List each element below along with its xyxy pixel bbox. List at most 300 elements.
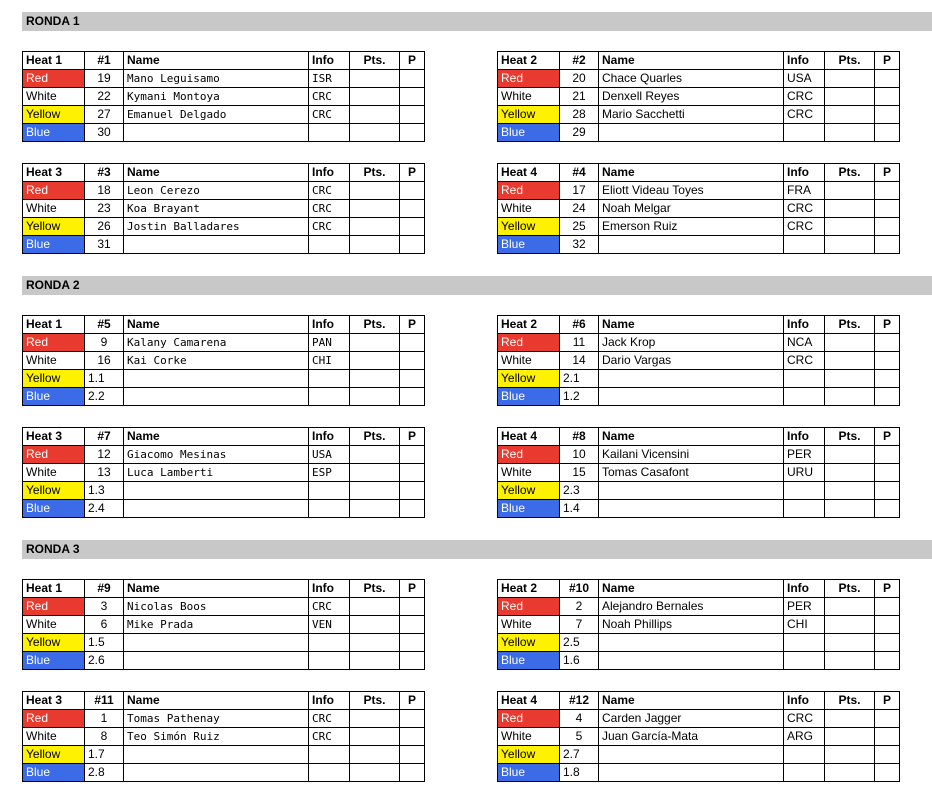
- country-info-cell: CHI: [784, 616, 825, 634]
- points-cell: [825, 598, 875, 616]
- seed-cell: 3: [85, 598, 124, 616]
- points-cell: [825, 710, 875, 728]
- info-column-header: Info: [309, 52, 350, 70]
- heat-table: [22, 51, 425, 142]
- points-cell: [825, 352, 875, 370]
- points-cell: [350, 352, 400, 370]
- heat-table: [22, 315, 425, 406]
- points-cell: [825, 124, 875, 142]
- seed-cell: 19: [85, 70, 124, 88]
- p-column-header: P: [400, 316, 425, 334]
- p-column-header: P: [400, 428, 425, 446]
- heat-table: [497, 51, 900, 142]
- country-info-cell: CRC: [784, 218, 825, 236]
- table-row: [498, 500, 900, 518]
- lane-color-cell: Blue: [23, 236, 85, 254]
- lane-color-cell: Yellow: [23, 482, 85, 500]
- lane-color-cell: Blue: [498, 652, 560, 670]
- surfer-name-cell: Chace Quarles: [599, 70, 784, 88]
- table-row: [498, 482, 900, 500]
- position-cell: [875, 70, 900, 88]
- country-info-cell: [784, 482, 825, 500]
- country-info-cell: [309, 124, 350, 142]
- country-info-cell: PAN: [309, 334, 350, 352]
- position-cell: [875, 124, 900, 142]
- position-cell: [400, 236, 425, 254]
- surfer-name-cell: Kai Corke: [124, 352, 309, 370]
- position-cell: [875, 182, 900, 200]
- heat-number: #10: [560, 580, 599, 598]
- name-column-header: Name: [124, 580, 309, 598]
- seed-cell: 7: [560, 616, 599, 634]
- seed-cell: 1.2: [560, 388, 599, 406]
- lane-color-cell: Yellow: [498, 218, 560, 236]
- points-cell: [350, 500, 400, 518]
- pts-column-header: Pts.: [350, 316, 400, 334]
- surfer-name-cell: Mano Leguisamo: [124, 70, 309, 88]
- heat-label: Heat 4: [498, 164, 560, 182]
- info-column-header: Info: [309, 428, 350, 446]
- surfer-name-cell: [599, 124, 784, 142]
- table-row: [498, 88, 900, 106]
- table-row: [23, 218, 425, 236]
- country-info-cell: ISR: [309, 70, 350, 88]
- seed-cell: 2.1: [560, 370, 599, 388]
- country-info-cell: CRC: [309, 106, 350, 124]
- info-column-header: Info: [784, 316, 825, 334]
- country-info-cell: [784, 652, 825, 670]
- points-cell: [825, 182, 875, 200]
- seed-cell: 17: [560, 182, 599, 200]
- seed-cell: 2: [560, 598, 599, 616]
- heat-table: [22, 427, 425, 518]
- seed-cell: 2.6: [85, 652, 124, 670]
- pts-column-header: Pts.: [825, 52, 875, 70]
- seed-cell: 2.5: [560, 634, 599, 652]
- pts-column-header: Pts.: [350, 580, 400, 598]
- table-row: [498, 764, 900, 782]
- seed-cell: 30: [85, 124, 124, 142]
- position-cell: [875, 352, 900, 370]
- position-cell: [875, 598, 900, 616]
- p-column-header: P: [875, 428, 900, 446]
- position-cell: [400, 764, 425, 782]
- country-info-cell: CRC: [309, 728, 350, 746]
- heat-label: Heat 1: [23, 52, 85, 70]
- seed-cell: 24: [560, 200, 599, 218]
- seed-cell: 2.8: [85, 764, 124, 782]
- name-column-header: Name: [599, 692, 784, 710]
- country-info-cell: FRA: [784, 182, 825, 200]
- pts-column-header: Pts.: [350, 164, 400, 182]
- heat-table: [22, 163, 425, 254]
- lane-color-cell: Blue: [498, 500, 560, 518]
- round-header-1: RONDA 1: [22, 12, 932, 31]
- country-info-cell: CHI: [309, 352, 350, 370]
- heat-header-row: [23, 428, 425, 446]
- surfer-name-cell: Dario Vargas: [599, 352, 784, 370]
- table-row: [23, 482, 425, 500]
- position-cell: [875, 446, 900, 464]
- position-cell: [875, 200, 900, 218]
- lane-color-cell: Red: [23, 334, 85, 352]
- surfer-name-cell: Kailani Vicensini: [599, 446, 784, 464]
- heat-table: [22, 579, 425, 670]
- lane-color-cell: White: [23, 88, 85, 106]
- seed-cell: 21: [560, 88, 599, 106]
- position-cell: [875, 236, 900, 254]
- seed-cell: 8: [85, 728, 124, 746]
- surfer-name-cell: [599, 500, 784, 518]
- position-cell: [400, 70, 425, 88]
- info-column-header: Info: [309, 692, 350, 710]
- table-row: [498, 352, 900, 370]
- seed-cell: 28: [560, 106, 599, 124]
- surfer-name-cell: Koa Brayant: [124, 200, 309, 218]
- lane-color-cell: Red: [498, 334, 560, 352]
- country-info-cell: [309, 652, 350, 670]
- seed-cell: 16: [85, 352, 124, 370]
- position-cell: [400, 500, 425, 518]
- points-cell: [825, 70, 875, 88]
- heat-label: Heat 2: [498, 580, 560, 598]
- heat-number: #8: [560, 428, 599, 446]
- country-info-cell: URU: [784, 464, 825, 482]
- lane-color-cell: Yellow: [23, 746, 85, 764]
- table-row: [498, 218, 900, 236]
- points-cell: [350, 746, 400, 764]
- position-cell: [875, 482, 900, 500]
- table-row: [23, 464, 425, 482]
- points-cell: [350, 710, 400, 728]
- position-cell: [875, 334, 900, 352]
- table-row: [498, 634, 900, 652]
- position-cell: [875, 746, 900, 764]
- lane-color-cell: Yellow: [498, 482, 560, 500]
- surfer-name-cell: [124, 124, 309, 142]
- position-cell: [875, 764, 900, 782]
- lane-color-cell: White: [23, 728, 85, 746]
- points-cell: [350, 598, 400, 616]
- surfer-name-cell: Mario Sacchetti: [599, 106, 784, 124]
- points-cell: [350, 652, 400, 670]
- lane-color-cell: Yellow: [23, 218, 85, 236]
- country-info-cell: [309, 500, 350, 518]
- lane-color-cell: White: [498, 352, 560, 370]
- lane-color-cell: Red: [23, 710, 85, 728]
- surfer-name-cell: [124, 764, 309, 782]
- points-cell: [825, 652, 875, 670]
- table-row: [23, 70, 425, 88]
- table-row: [23, 728, 425, 746]
- table-row: [23, 746, 425, 764]
- table-row: [23, 388, 425, 406]
- heat-label: Heat 4: [498, 428, 560, 446]
- points-cell: [350, 464, 400, 482]
- country-info-cell: PER: [784, 446, 825, 464]
- table-row: [23, 764, 425, 782]
- position-cell: [400, 334, 425, 352]
- heat-number: #7: [85, 428, 124, 446]
- heat-number: #4: [560, 164, 599, 182]
- table-row: [23, 88, 425, 106]
- seed-cell: 2.4: [85, 500, 124, 518]
- seed-cell: 1.4: [560, 500, 599, 518]
- name-column-header: Name: [124, 52, 309, 70]
- surfer-name-cell: Noah Phillips: [599, 616, 784, 634]
- lane-color-cell: Yellow: [23, 106, 85, 124]
- country-info-cell: [784, 236, 825, 254]
- country-info-cell: USA: [309, 446, 350, 464]
- lane-color-cell: Blue: [23, 764, 85, 782]
- heat-number: #11: [85, 692, 124, 710]
- lane-color-cell: Yellow: [498, 746, 560, 764]
- points-cell: [825, 482, 875, 500]
- points-cell: [825, 500, 875, 518]
- name-column-header: Name: [124, 428, 309, 446]
- lane-color-cell: Red: [23, 70, 85, 88]
- country-info-cell: CRC: [309, 200, 350, 218]
- points-cell: [350, 764, 400, 782]
- points-cell: [825, 446, 875, 464]
- position-cell: [400, 370, 425, 388]
- lane-color-cell: Red: [23, 446, 85, 464]
- table-row: [498, 334, 900, 352]
- position-cell: [875, 652, 900, 670]
- seed-cell: 2.3: [560, 482, 599, 500]
- position-cell: [400, 482, 425, 500]
- country-info-cell: CRC: [309, 598, 350, 616]
- info-column-header: Info: [309, 316, 350, 334]
- surfer-name-cell: [124, 746, 309, 764]
- position-cell: [400, 352, 425, 370]
- surfer-name-cell: [599, 370, 784, 388]
- position-cell: [875, 370, 900, 388]
- points-cell: [350, 370, 400, 388]
- points-cell: [825, 88, 875, 106]
- seed-cell: 29: [560, 124, 599, 142]
- points-cell: [825, 464, 875, 482]
- country-info-cell: CRC: [784, 88, 825, 106]
- heat-table: [497, 427, 900, 518]
- surfer-name-cell: Tomas Casafont: [599, 464, 784, 482]
- points-cell: [825, 334, 875, 352]
- heat-label: Heat 2: [498, 52, 560, 70]
- table-row: [498, 200, 900, 218]
- surfer-name-cell: [124, 500, 309, 518]
- seed-cell: 11: [560, 334, 599, 352]
- name-column-header: Name: [599, 316, 784, 334]
- lane-color-cell: Red: [498, 710, 560, 728]
- country-info-cell: CRC: [309, 88, 350, 106]
- country-info-cell: ARG: [784, 728, 825, 746]
- lane-color-cell: White: [498, 88, 560, 106]
- surfer-name-cell: [124, 482, 309, 500]
- country-info-cell: [784, 388, 825, 406]
- position-cell: [400, 218, 425, 236]
- seed-cell: 18: [85, 182, 124, 200]
- round-header-3: RONDA 3: [22, 540, 932, 559]
- heat-header-row: [23, 580, 425, 598]
- table-row: [23, 200, 425, 218]
- points-cell: [825, 218, 875, 236]
- heat-header-row: [498, 580, 900, 598]
- lane-color-cell: Red: [498, 70, 560, 88]
- p-column-header: P: [875, 316, 900, 334]
- seed-cell: 6: [85, 616, 124, 634]
- points-cell: [825, 728, 875, 746]
- surfer-name-cell: Denxell Reyes: [599, 88, 784, 106]
- table-row: [498, 710, 900, 728]
- p-column-header: P: [875, 692, 900, 710]
- seed-cell: 27: [85, 106, 124, 124]
- surfer-name-cell: [599, 746, 784, 764]
- lane-color-cell: Blue: [23, 388, 85, 406]
- heat-header-row: [23, 316, 425, 334]
- points-cell: [350, 482, 400, 500]
- position-cell: [875, 710, 900, 728]
- table-row: [23, 500, 425, 518]
- table-row: [498, 652, 900, 670]
- country-info-cell: [309, 482, 350, 500]
- surfer-name-cell: [599, 388, 784, 406]
- seed-cell: 20: [560, 70, 599, 88]
- lane-color-cell: Red: [498, 182, 560, 200]
- pts-column-header: Pts.: [350, 428, 400, 446]
- heat-header-row: [23, 52, 425, 70]
- position-cell: [400, 182, 425, 200]
- heat-table: [497, 579, 900, 670]
- p-column-header: P: [400, 164, 425, 182]
- country-info-cell: [784, 124, 825, 142]
- name-column-header: Name: [599, 428, 784, 446]
- position-cell: [875, 388, 900, 406]
- pts-column-header: Pts.: [825, 164, 875, 182]
- country-info-cell: [309, 236, 350, 254]
- points-cell: [350, 88, 400, 106]
- lane-color-cell: Yellow: [23, 370, 85, 388]
- table-row: [498, 236, 900, 254]
- seed-cell: 1.6: [560, 652, 599, 670]
- seed-cell: 5: [560, 728, 599, 746]
- heat-header-row: [498, 428, 900, 446]
- points-cell: [825, 370, 875, 388]
- table-row: [23, 106, 425, 124]
- surfer-name-cell: Mike Prada: [124, 616, 309, 634]
- lane-color-cell: Red: [23, 182, 85, 200]
- surfer-name-cell: Alejandro Bernales: [599, 598, 784, 616]
- points-cell: [350, 388, 400, 406]
- heat-number: #5: [85, 316, 124, 334]
- position-cell: [400, 464, 425, 482]
- table-row: [498, 728, 900, 746]
- table-row: [23, 652, 425, 670]
- country-info-cell: [784, 764, 825, 782]
- surfer-name-cell: Kymani Montoya: [124, 88, 309, 106]
- heat-number: #6: [560, 316, 599, 334]
- points-cell: [825, 746, 875, 764]
- seed-cell: 9: [85, 334, 124, 352]
- seed-cell: 22: [85, 88, 124, 106]
- info-column-header: Info: [784, 52, 825, 70]
- heat-number: #3: [85, 164, 124, 182]
- table-row: [498, 70, 900, 88]
- points-cell: [825, 236, 875, 254]
- points-cell: [825, 388, 875, 406]
- surfer-name-cell: [124, 652, 309, 670]
- table-row: [23, 352, 425, 370]
- points-cell: [350, 70, 400, 88]
- points-cell: [825, 106, 875, 124]
- surfer-name-cell: [599, 652, 784, 670]
- surfer-name-cell: Juan García-Mata: [599, 728, 784, 746]
- seed-cell: 10: [560, 446, 599, 464]
- position-cell: [400, 652, 425, 670]
- surfer-name-cell: Emanuel Delgado: [124, 106, 309, 124]
- position-cell: [875, 728, 900, 746]
- table-row: [23, 236, 425, 254]
- points-cell: [350, 634, 400, 652]
- info-column-header: Info: [784, 164, 825, 182]
- p-column-header: P: [400, 52, 425, 70]
- seed-cell: 13: [85, 464, 124, 482]
- points-cell: [350, 446, 400, 464]
- info-column-header: Info: [784, 692, 825, 710]
- p-column-header: P: [400, 692, 425, 710]
- lane-color-cell: Blue: [498, 388, 560, 406]
- position-cell: [400, 388, 425, 406]
- heat-number: #1: [85, 52, 124, 70]
- p-column-header: P: [875, 580, 900, 598]
- points-cell: [350, 728, 400, 746]
- position-cell: [875, 464, 900, 482]
- seed-cell: 1.7: [85, 746, 124, 764]
- name-column-header: Name: [124, 692, 309, 710]
- info-column-header: Info: [784, 580, 825, 598]
- country-info-cell: CRC: [784, 106, 825, 124]
- points-cell: [350, 124, 400, 142]
- surfer-name-cell: Jack Krop: [599, 334, 784, 352]
- points-cell: [350, 616, 400, 634]
- country-info-cell: CRC: [309, 710, 350, 728]
- table-row: [23, 370, 425, 388]
- position-cell: [400, 88, 425, 106]
- lane-color-cell: White: [23, 200, 85, 218]
- points-cell: [350, 106, 400, 124]
- heat-header-row: [23, 164, 425, 182]
- seed-cell: 32: [560, 236, 599, 254]
- surfer-name-cell: Eliott Videau Toyes: [599, 182, 784, 200]
- seed-cell: 4: [560, 710, 599, 728]
- lane-color-cell: White: [498, 464, 560, 482]
- surfer-name-cell: Nicolas Boos: [124, 598, 309, 616]
- country-info-cell: VEN: [309, 616, 350, 634]
- table-row: [498, 388, 900, 406]
- heat-label: Heat 3: [23, 428, 85, 446]
- country-info-cell: PER: [784, 598, 825, 616]
- country-info-cell: CRC: [309, 182, 350, 200]
- name-column-header: Name: [599, 164, 784, 182]
- country-info-cell: [309, 388, 350, 406]
- heat-table: [497, 691, 900, 782]
- points-cell: [350, 218, 400, 236]
- heat-label: Heat 3: [23, 692, 85, 710]
- surfer-name-cell: [124, 634, 309, 652]
- info-column-header: Info: [309, 164, 350, 182]
- position-cell: [400, 728, 425, 746]
- surfer-name-cell: Noah Melgar: [599, 200, 784, 218]
- country-info-cell: [309, 370, 350, 388]
